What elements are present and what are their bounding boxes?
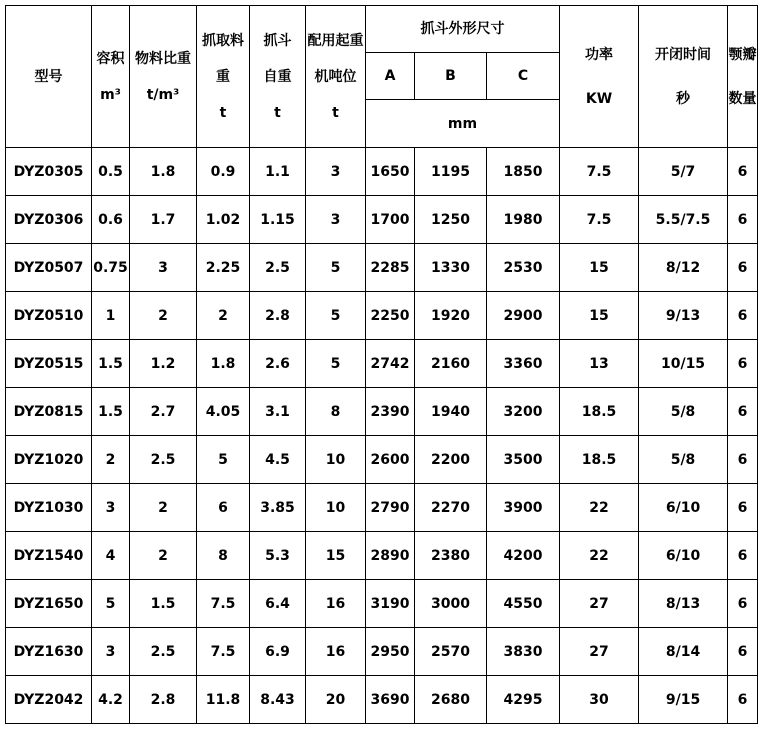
cell-power: 30 (560, 676, 639, 724)
cell-dim-b: 2570 (415, 628, 487, 676)
cell-power: 18.5 (560, 388, 639, 436)
cell-dim-a: 1700 (366, 196, 415, 244)
cell-self-weight: 5.3 (250, 532, 306, 580)
cell-self-weight: 1.15 (250, 196, 306, 244)
cell-density: 2 (130, 292, 197, 340)
cell-dim-a: 2285 (366, 244, 415, 292)
cell-jaw-count: 6 (728, 388, 758, 436)
cell-crane-tonnage: 16 (306, 628, 366, 676)
cell-grab-weight: 8 (197, 532, 250, 580)
cell-crane-tonnage: 20 (306, 676, 366, 724)
cell-dim-b: 2680 (415, 676, 487, 724)
cell-open-close-time: 10/15 (639, 340, 728, 388)
cell-model: DYZ1020 (6, 436, 92, 484)
cell-volume: 4.2 (92, 676, 130, 724)
cell-crane-tonnage: 3 (306, 196, 366, 244)
cell-dim-b: 1195 (415, 148, 487, 196)
header-open-close-time: 开闭时间 秒 (639, 6, 728, 148)
header-density: 物料比重 t/m³ (130, 6, 197, 148)
cell-power: 18.5 (560, 436, 639, 484)
header-dims-group: 抓斗外形尺寸 (366, 6, 560, 53)
cell-grab-weight: 1.02 (197, 196, 250, 244)
cell-dim-a: 3690 (366, 676, 415, 724)
cell-volume: 5 (92, 580, 130, 628)
cell-grab-weight: 2.25 (197, 244, 250, 292)
table-row (6, 292, 758, 340)
cell-dim-c: 4200 (487, 532, 560, 580)
cell-power: 22 (560, 532, 639, 580)
cell-open-close-time: 9/15 (639, 676, 728, 724)
cell-density: 2.8 (130, 676, 197, 724)
cell-model: DYZ1630 (6, 628, 92, 676)
cell-dim-c: 4295 (487, 676, 560, 724)
cell-model: DYZ1650 (6, 580, 92, 628)
cell-dim-c: 2530 (487, 244, 560, 292)
cell-crane-tonnage: 10 (306, 436, 366, 484)
header-power: 功率 KW (560, 6, 639, 148)
table-row (6, 676, 758, 724)
cell-volume: 4 (92, 532, 130, 580)
cell-dim-a: 2950 (366, 628, 415, 676)
cell-grab-weight: 6 (197, 484, 250, 532)
cell-dim-a: 2890 (366, 532, 415, 580)
cell-self-weight: 2.6 (250, 340, 306, 388)
cell-model: DYZ1540 (6, 532, 92, 580)
cell-open-close-time: 5.5/7.5 (639, 196, 728, 244)
cell-model: DYZ0305 (6, 148, 92, 196)
table-row (6, 388, 758, 436)
table-body (6, 148, 758, 724)
cell-self-weight: 4.5 (250, 436, 306, 484)
header-self-weight: 抓斗 自重 t (250, 6, 306, 148)
cell-model: DYZ0815 (6, 388, 92, 436)
cell-jaw-count: 6 (728, 340, 758, 388)
cell-open-close-time: 8/14 (639, 628, 728, 676)
cell-volume: 3 (92, 484, 130, 532)
cell-jaw-count: 6 (728, 196, 758, 244)
cell-dim-c: 1980 (487, 196, 560, 244)
cell-volume: 1 (92, 292, 130, 340)
cell-dim-b: 3000 (415, 580, 487, 628)
table-row (6, 436, 758, 484)
cell-dim-b: 1250 (415, 196, 487, 244)
cell-volume: 0.6 (92, 196, 130, 244)
cell-volume: 2 (92, 436, 130, 484)
cell-density: 2.5 (130, 628, 197, 676)
cell-power: 15 (560, 244, 639, 292)
cell-jaw-count: 6 (728, 628, 758, 676)
cell-volume: 0.75 (92, 244, 130, 292)
table-row (6, 244, 758, 292)
cell-model: DYZ1030 (6, 484, 92, 532)
cell-dim-b: 1940 (415, 388, 487, 436)
cell-crane-tonnage: 5 (306, 244, 366, 292)
cell-self-weight: 2.5 (250, 244, 306, 292)
cell-self-weight: 6.9 (250, 628, 306, 676)
cell-dim-a: 3190 (366, 580, 415, 628)
cell-dim-c: 3200 (487, 388, 560, 436)
cell-crane-tonnage: 8 (306, 388, 366, 436)
cell-dim-c: 3830 (487, 628, 560, 676)
cell-dim-a: 2390 (366, 388, 415, 436)
cell-dim-a: 2600 (366, 436, 415, 484)
cell-self-weight: 3.85 (250, 484, 306, 532)
header-grab-weight: 抓取料 重 t (197, 6, 250, 148)
cell-density: 1.7 (130, 196, 197, 244)
cell-dim-c: 1850 (487, 148, 560, 196)
cell-self-weight: 1.1 (250, 148, 306, 196)
cell-grab-weight: 4.05 (197, 388, 250, 436)
cell-crane-tonnage: 15 (306, 532, 366, 580)
cell-crane-tonnage: 5 (306, 292, 366, 340)
table-row (6, 580, 758, 628)
cell-open-close-time: 8/13 (639, 580, 728, 628)
table-row (6, 484, 758, 532)
cell-open-close-time: 8/12 (639, 244, 728, 292)
cell-self-weight: 2.8 (250, 292, 306, 340)
cell-power: 13 (560, 340, 639, 388)
cell-crane-tonnage: 16 (306, 580, 366, 628)
cell-grab-weight: 1.8 (197, 340, 250, 388)
cell-power: 22 (560, 484, 639, 532)
cell-self-weight: 6.4 (250, 580, 306, 628)
cell-density: 2 (130, 532, 197, 580)
cell-power: 7.5 (560, 148, 639, 196)
cell-model: DYZ0306 (6, 196, 92, 244)
cell-density: 1.2 (130, 340, 197, 388)
cell-dim-a: 2742 (366, 340, 415, 388)
cell-density: 2 (130, 484, 197, 532)
cell-self-weight: 8.43 (250, 676, 306, 724)
cell-jaw-count: 6 (728, 676, 758, 724)
cell-power: 7.5 (560, 196, 639, 244)
cell-self-weight: 3.1 (250, 388, 306, 436)
cell-grab-weight: 0.9 (197, 148, 250, 196)
cell-power: 27 (560, 580, 639, 628)
cell-dim-c: 3360 (487, 340, 560, 388)
cell-volume: 1.5 (92, 388, 130, 436)
cell-density: 1.5 (130, 580, 197, 628)
cell-crane-tonnage: 3 (306, 148, 366, 196)
cell-density: 2.5 (130, 436, 197, 484)
header-volume: 容积 m³ (92, 6, 130, 148)
table-row (6, 340, 758, 388)
cell-model: DYZ0515 (6, 340, 92, 388)
cell-dim-a: 2250 (366, 292, 415, 340)
table-row (6, 196, 758, 244)
cell-open-close-time: 6/10 (639, 484, 728, 532)
cell-volume: 0.5 (92, 148, 130, 196)
cell-jaw-count: 6 (728, 484, 758, 532)
cell-volume: 3 (92, 628, 130, 676)
cell-open-close-time: 6/10 (639, 532, 728, 580)
table-row (6, 148, 758, 196)
cell-dim-b: 2270 (415, 484, 487, 532)
cell-dim-c: 2900 (487, 292, 560, 340)
cell-open-close-time: 5/8 (639, 388, 728, 436)
header-crane-tonnage: 配用起重 机吨位 t (306, 6, 366, 148)
cell-model: DYZ2042 (6, 676, 92, 724)
cell-jaw-count: 6 (728, 436, 758, 484)
cell-grab-weight: 5 (197, 436, 250, 484)
cell-open-close-time: 5/8 (639, 436, 728, 484)
cell-dim-c: 3500 (487, 436, 560, 484)
cell-dim-a: 2790 (366, 484, 415, 532)
cell-open-close-time: 9/13 (639, 292, 728, 340)
cell-power: 15 (560, 292, 639, 340)
cell-grab-weight: 11.8 (197, 676, 250, 724)
table-row (6, 628, 758, 676)
header-jaw-count: 颚瓣 数量 (728, 6, 758, 148)
header-dim-c: C (487, 53, 560, 100)
cell-jaw-count: 6 (728, 244, 758, 292)
cell-jaw-count: 6 (728, 532, 758, 580)
cell-dim-b: 1330 (415, 244, 487, 292)
cell-density: 3 (130, 244, 197, 292)
cell-model: DYZ0510 (6, 292, 92, 340)
cell-dim-c: 3900 (487, 484, 560, 532)
cell-crane-tonnage: 5 (306, 340, 366, 388)
header-dim-b: B (415, 53, 487, 100)
header-model: 型号 (6, 6, 92, 148)
cell-model: DYZ0507 (6, 244, 92, 292)
cell-density: 2.7 (130, 388, 197, 436)
table-row (6, 532, 758, 580)
cell-jaw-count: 6 (728, 148, 758, 196)
cell-grab-weight: 7.5 (197, 580, 250, 628)
cell-dim-b: 2160 (415, 340, 487, 388)
cell-dim-a: 1650 (366, 148, 415, 196)
header-dim-a: A (366, 53, 415, 100)
cell-dim-c: 4550 (487, 580, 560, 628)
cell-dim-b: 2200 (415, 436, 487, 484)
cell-grab-weight: 7.5 (197, 628, 250, 676)
header-dims-unit: mm (366, 100, 560, 148)
grab-spec-table (5, 5, 758, 724)
cell-jaw-count: 6 (728, 580, 758, 628)
cell-density: 1.8 (130, 148, 197, 196)
cell-grab-weight: 2 (197, 292, 250, 340)
cell-jaw-count: 6 (728, 292, 758, 340)
cell-power: 27 (560, 628, 639, 676)
cell-open-close-time: 5/7 (639, 148, 728, 196)
cell-dim-b: 2380 (415, 532, 487, 580)
cell-volume: 1.5 (92, 340, 130, 388)
cell-crane-tonnage: 10 (306, 484, 366, 532)
cell-dim-b: 1920 (415, 292, 487, 340)
